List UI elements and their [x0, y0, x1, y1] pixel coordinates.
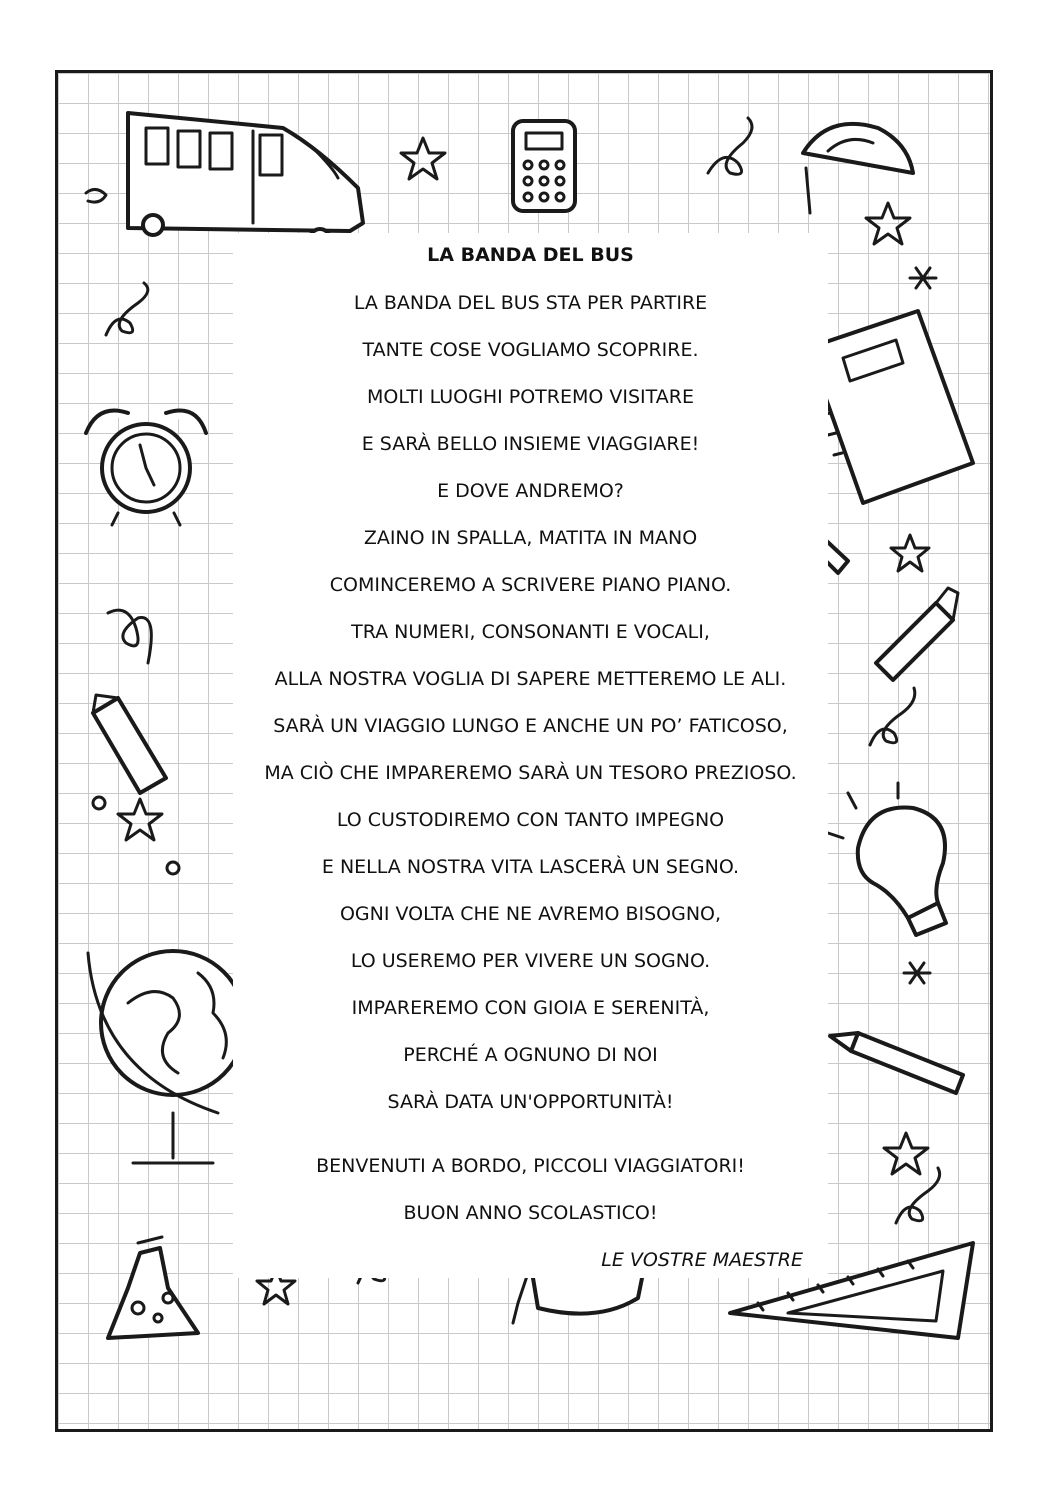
globe-icon	[88, 951, 245, 1163]
poem-panel	[233, 233, 828, 1278]
greeting-line: BENVENUTI A BORDO, PICCOLI VIAGGIATORI!	[316, 1155, 745, 1177]
poem-line: SARÀ UN VIAGGIO LUNGO E ANCHE UN PO’ FATICOSO,	[273, 715, 788, 737]
dot-icon	[167, 862, 179, 874]
poem-line: LA BANDA DEL BUS STA PER PARTIRE	[353, 292, 708, 314]
asterisk-icon	[904, 963, 930, 983]
poem-line: SARÀ DATA UN'OPPORTUNITÀ!	[387, 1091, 674, 1113]
poem-line: MOLTI LUOGHI POTREMO VISITARE	[367, 386, 694, 408]
greeting-line: BUON ANNO SCOLASTICO!	[403, 1202, 658, 1224]
poem-line: COMINCEREMO A SCRIVERE PIANO PIANO.	[329, 574, 732, 596]
spiral-icon	[896, 1168, 940, 1223]
poem-line: ZAINO IN SPALLA, MATITA IN MANO	[363, 527, 698, 549]
star-icon	[866, 203, 910, 244]
dot-icon	[93, 797, 105, 809]
poem-line: IMPAREREMO CON GIOIA E SERENITÀ,	[351, 997, 710, 1019]
protractor-icon	[803, 124, 913, 213]
star-icon	[891, 535, 929, 571]
crayon-icon	[93, 695, 166, 793]
light-bulb-icon	[828, 783, 946, 935]
page-frame	[55, 70, 993, 1432]
poem-line: ALLA NOSTRA VOGLIA DI SAPERE METTEREMO LE ALI.	[274, 668, 787, 690]
poem-line: MA CIÒ CHE IMPAREREMO SARÀ UN TESORO PREZIOSO.	[264, 762, 797, 784]
poem-line: TANTE COSE VOGLIAMO SCOPRIRE.	[362, 339, 699, 361]
alarm-clock-icon	[86, 411, 206, 526]
asterisk-icon	[910, 268, 936, 288]
star-icon	[401, 138, 445, 179]
spiral-icon	[106, 283, 148, 335]
poem-line: TRA NUMERI, CONSONANTI E VOCALI,	[351, 621, 710, 643]
poem-line: PERCHÉ A OGNUNO DI NOI	[403, 1044, 658, 1066]
spiral-icon	[708, 118, 752, 174]
star-icon	[118, 799, 162, 840]
poem-title: LA BANDA DEL BUS	[427, 244, 634, 266]
signature: LE VOSTRE MAESTRE	[601, 1249, 803, 1271]
calculator-icon	[513, 121, 575, 211]
flask-icon	[108, 1237, 198, 1338]
pencil-icon	[830, 1033, 963, 1093]
notebook-icon	[808, 311, 973, 503]
crayon-icon	[876, 588, 958, 680]
poem-line: LO CUSTODIREMO CON TANTO IMPEGNO	[336, 809, 725, 831]
poem-line: E NELLA NOSTRA VITA LASCERÀ UN SEGNO.	[321, 856, 740, 878]
poem-line: E DOVE ANDREMO?	[437, 480, 624, 502]
bus-icon	[86, 113, 363, 249]
spiral-icon	[870, 688, 915, 745]
spiral-icon	[108, 610, 151, 663]
poem-line: E SARÀ BELLO INSIEME VIAGGIARE!	[361, 433, 700, 455]
star-icon	[884, 1133, 928, 1174]
poem-line: LO USEREMO PER VIVERE UN SOGNO.	[350, 950, 711, 972]
poem-line: OGNI VOLTA CHE NE AVREMO BISOGNO,	[339, 903, 722, 925]
